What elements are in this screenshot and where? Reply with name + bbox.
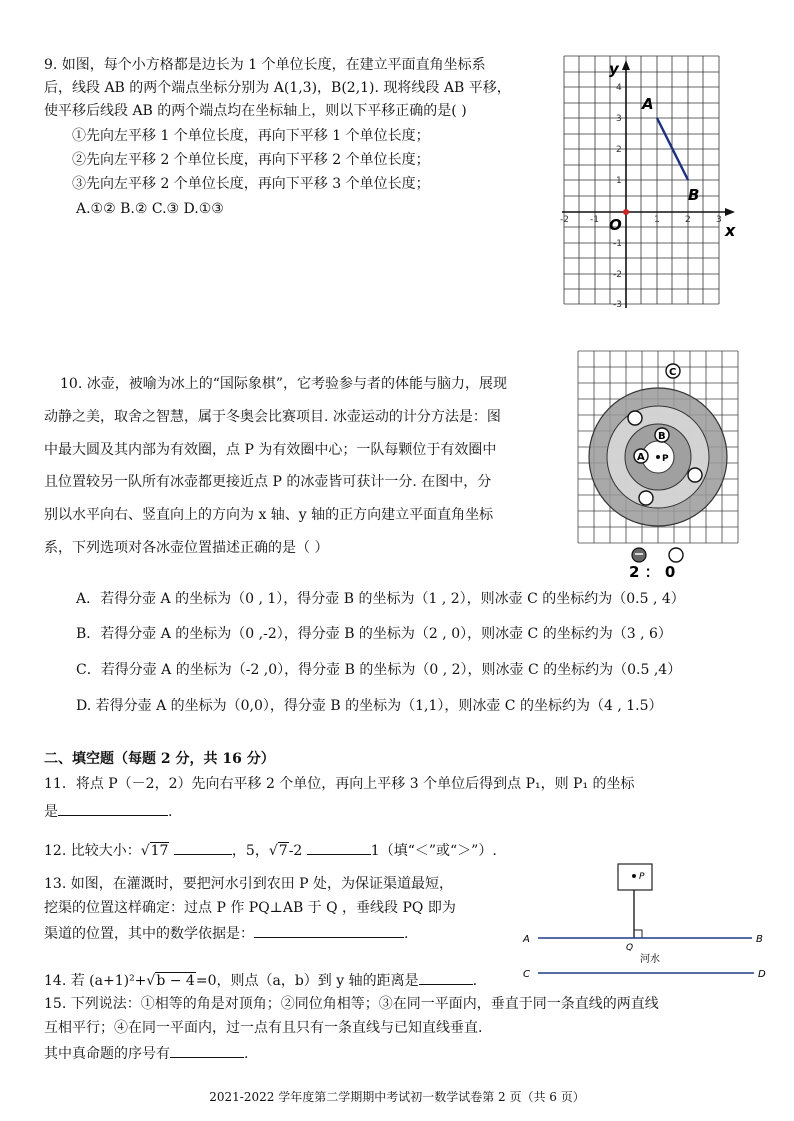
q11-answer-blank[interactable]: [58, 801, 168, 816]
q9-line-1: 9. 如图，每个小方格都是边长为 1 个单位长度，在建立平面直角坐标系: [44, 57, 486, 73]
y-tick: -2: [613, 270, 622, 280]
q13-line-1: 13. 如图，在灌溉时，要把河水引到农田 P 处，为保证渠道最短，: [44, 876, 454, 892]
q14-answer-blank[interactable]: [419, 970, 473, 985]
q12-blank-1[interactable]: [174, 840, 232, 855]
q9-line-2: 后，线段 AB 的两个端点坐标分别为 A(1,3)，B(2,1). 现将线段 AB 平移，: [44, 80, 511, 96]
q9-option-3: ③先向左平移 2 个单位长度，再向下平移 3 个单位长度；: [72, 176, 430, 192]
page-footer: 2021-2022 学年度第二学期期中考试初一数学试卷第 2 页（共 6 页）: [209, 1090, 585, 1104]
stone-open: [628, 411, 642, 425]
q15-line-2: 互相平行；④在同一平面内，过一点有且只有一条直线与已知直线垂直.: [44, 1020, 483, 1036]
point-c-label: C: [523, 969, 530, 980]
x-tick: 3: [716, 215, 722, 225]
y-tick: 2: [616, 145, 622, 155]
y-tick: -1: [613, 239, 622, 249]
q13-canal-figure: [518, 862, 774, 984]
stone-c-label: C: [669, 367, 677, 378]
q9-choices: A.①② B.② C.③ D.①③: [76, 201, 224, 217]
q10-option-a: A．若得分壶 A 的坐标为（0 , 1），得分壶 B 的坐标为（1 , 2），则冰壶 C 的坐标约为（0.5 , 4）: [76, 591, 685, 607]
score-label: 2 ： 0: [629, 563, 676, 580]
q10-line-5: 别以水平向右、竖直向上的方向为 x 轴、y 轴的正方向建立平面直角坐标: [44, 507, 494, 523]
q15-line-3: 其中真命题的序号有 .: [44, 1043, 248, 1063]
y-tick: 3: [616, 114, 622, 124]
point-d-label: D: [758, 969, 766, 980]
stone-b-label: B: [658, 431, 666, 442]
q13-line-2: 挖渠的位置这样确定：过点 P 作 PQ⊥AB 于 Q ，垂线段 PQ 即为: [44, 900, 456, 916]
point-b-label: B: [756, 934, 763, 945]
q14-line: 14. 若 (a+1)²+√b − 4=0，则点（a，b）到 y 轴的距离是 .: [44, 970, 477, 990]
q9-option-1: ①先向左平移 1 个单位长度，再向下平移 1 个单位长度；: [72, 128, 430, 144]
q10-option-c: C．若得分壶 A 的坐标为（-2 ,0），得分壶 B 的坐标为（0 , 2），则冰壶 C 的坐标约为（0.5 ,4）: [76, 662, 682, 678]
q13-line-3: 渠道的位置，其中的数学依据是： .: [44, 923, 408, 943]
x-tick: 1: [654, 215, 660, 225]
origin-label: O: [609, 216, 622, 234]
q11-line-1: 11．将点 P（－2，2）先向右平移 2 个单位，再向上平移 3 个单位后得到点 P₁，则 P₁ 的坐标: [44, 776, 635, 792]
q10-line-6: 系，下列选项对各冰壶位置描述正确的是（ ）: [44, 540, 329, 556]
team-dark-stone-icon: [632, 548, 646, 562]
sqrt-icon: √: [146, 973, 156, 989]
y-axis-arrow-icon: [622, 60, 630, 70]
sqrt-icon: √: [140, 843, 150, 859]
x-axis-label: x: [725, 221, 736, 240]
point-b-label: B: [688, 186, 700, 204]
q9-coordinate-graph: [559, 54, 749, 312]
stone-open: [639, 491, 653, 505]
q9-line-3: 使平移后线段 AB 的两个端点均在坐标轴上，则以下平移正确的是( ): [44, 103, 467, 119]
point-p-label: P: [639, 872, 645, 882]
q12-sqrt-17: 17: [150, 843, 169, 859]
q9-option-2: ②先向左平移 2 个单位长度，再向下平移 2 个单位长度；: [72, 152, 430, 168]
point-q-label: Q: [626, 943, 634, 953]
q12-blank-2[interactable]: [307, 840, 371, 855]
point-a-label: A: [642, 95, 654, 113]
river-label: 河水: [640, 954, 660, 965]
q15-answer-blank[interactable]: [170, 1043, 244, 1058]
q14-sqrt: b − 4: [156, 973, 195, 989]
q10-curling-figure: [573, 348, 753, 580]
x-tick: -2: [560, 215, 569, 225]
q13-answer-blank[interactable]: [254, 923, 404, 938]
stone-open: [688, 468, 702, 482]
y-tick: 4: [616, 83, 622, 93]
q10-option-d: D. 若得分壶 A 的坐标为（0,0），得分壶 B 的坐标为（1,1），则冰壶 C 的坐标约为（4 , 1.5）: [76, 698, 663, 714]
q11-line-2: 是 .: [44, 801, 172, 821]
point-a-label: A: [523, 934, 530, 945]
x-axis-arrow-icon: [725, 208, 735, 216]
q10-option-b: B．若得分壶 A 的坐标为（0 ,-2），得分壶 B 的坐标为（2 , 0），则冰壶 C 的坐标约为（3 , 6）: [76, 626, 672, 642]
q10-line-4: 且位置较另一队所有冰壶都更接近点 P 的冰壶皆可获计一分. 在图中，分: [44, 474, 492, 490]
sqrt-icon: √: [268, 843, 278, 859]
q10-line-2: 动静之美，取舍之智慧，属于冬奥会比赛项目. 冰壶运动的计分方法是：图: [44, 409, 501, 425]
point-p-label: P: [662, 454, 669, 464]
section-2-title: 二、填空题（每题 2 分，共 16 分）: [44, 751, 275, 767]
q15-line-1: 15. 下列说法：①相等的角是对顶角；②同位角相等；③在同一平面内，垂直于同一条直线的两直线: [44, 996, 659, 1012]
q12-line: 12. 比较大小：√17 ，5，√7-2 1（填“＜”或“＞”）.: [44, 840, 497, 860]
q12-sqrt-7: 7: [278, 843, 288, 859]
q10-line-3: 中最大圆及其内部为有效圈，点 P 为有效圈中心；一队每颗位于有效圈中: [44, 442, 497, 458]
team-light-stone-icon: [669, 548, 683, 562]
y-axis-label: y: [609, 60, 619, 78]
center-point-p: [656, 455, 660, 459]
x-tick: -1: [590, 215, 599, 225]
x-tick: 2: [685, 215, 691, 225]
y-tick: -3: [613, 300, 622, 310]
origin-point: [623, 209, 629, 215]
right-angle-mark: [634, 930, 642, 938]
q10-line-1: 10. 冰壶，被喻为冰上的“国际象棋”，它考验参与者的体能与脑力，展现: [60, 376, 508, 392]
stone-a-label: A: [637, 452, 645, 463]
y-tick: 1: [616, 176, 622, 186]
